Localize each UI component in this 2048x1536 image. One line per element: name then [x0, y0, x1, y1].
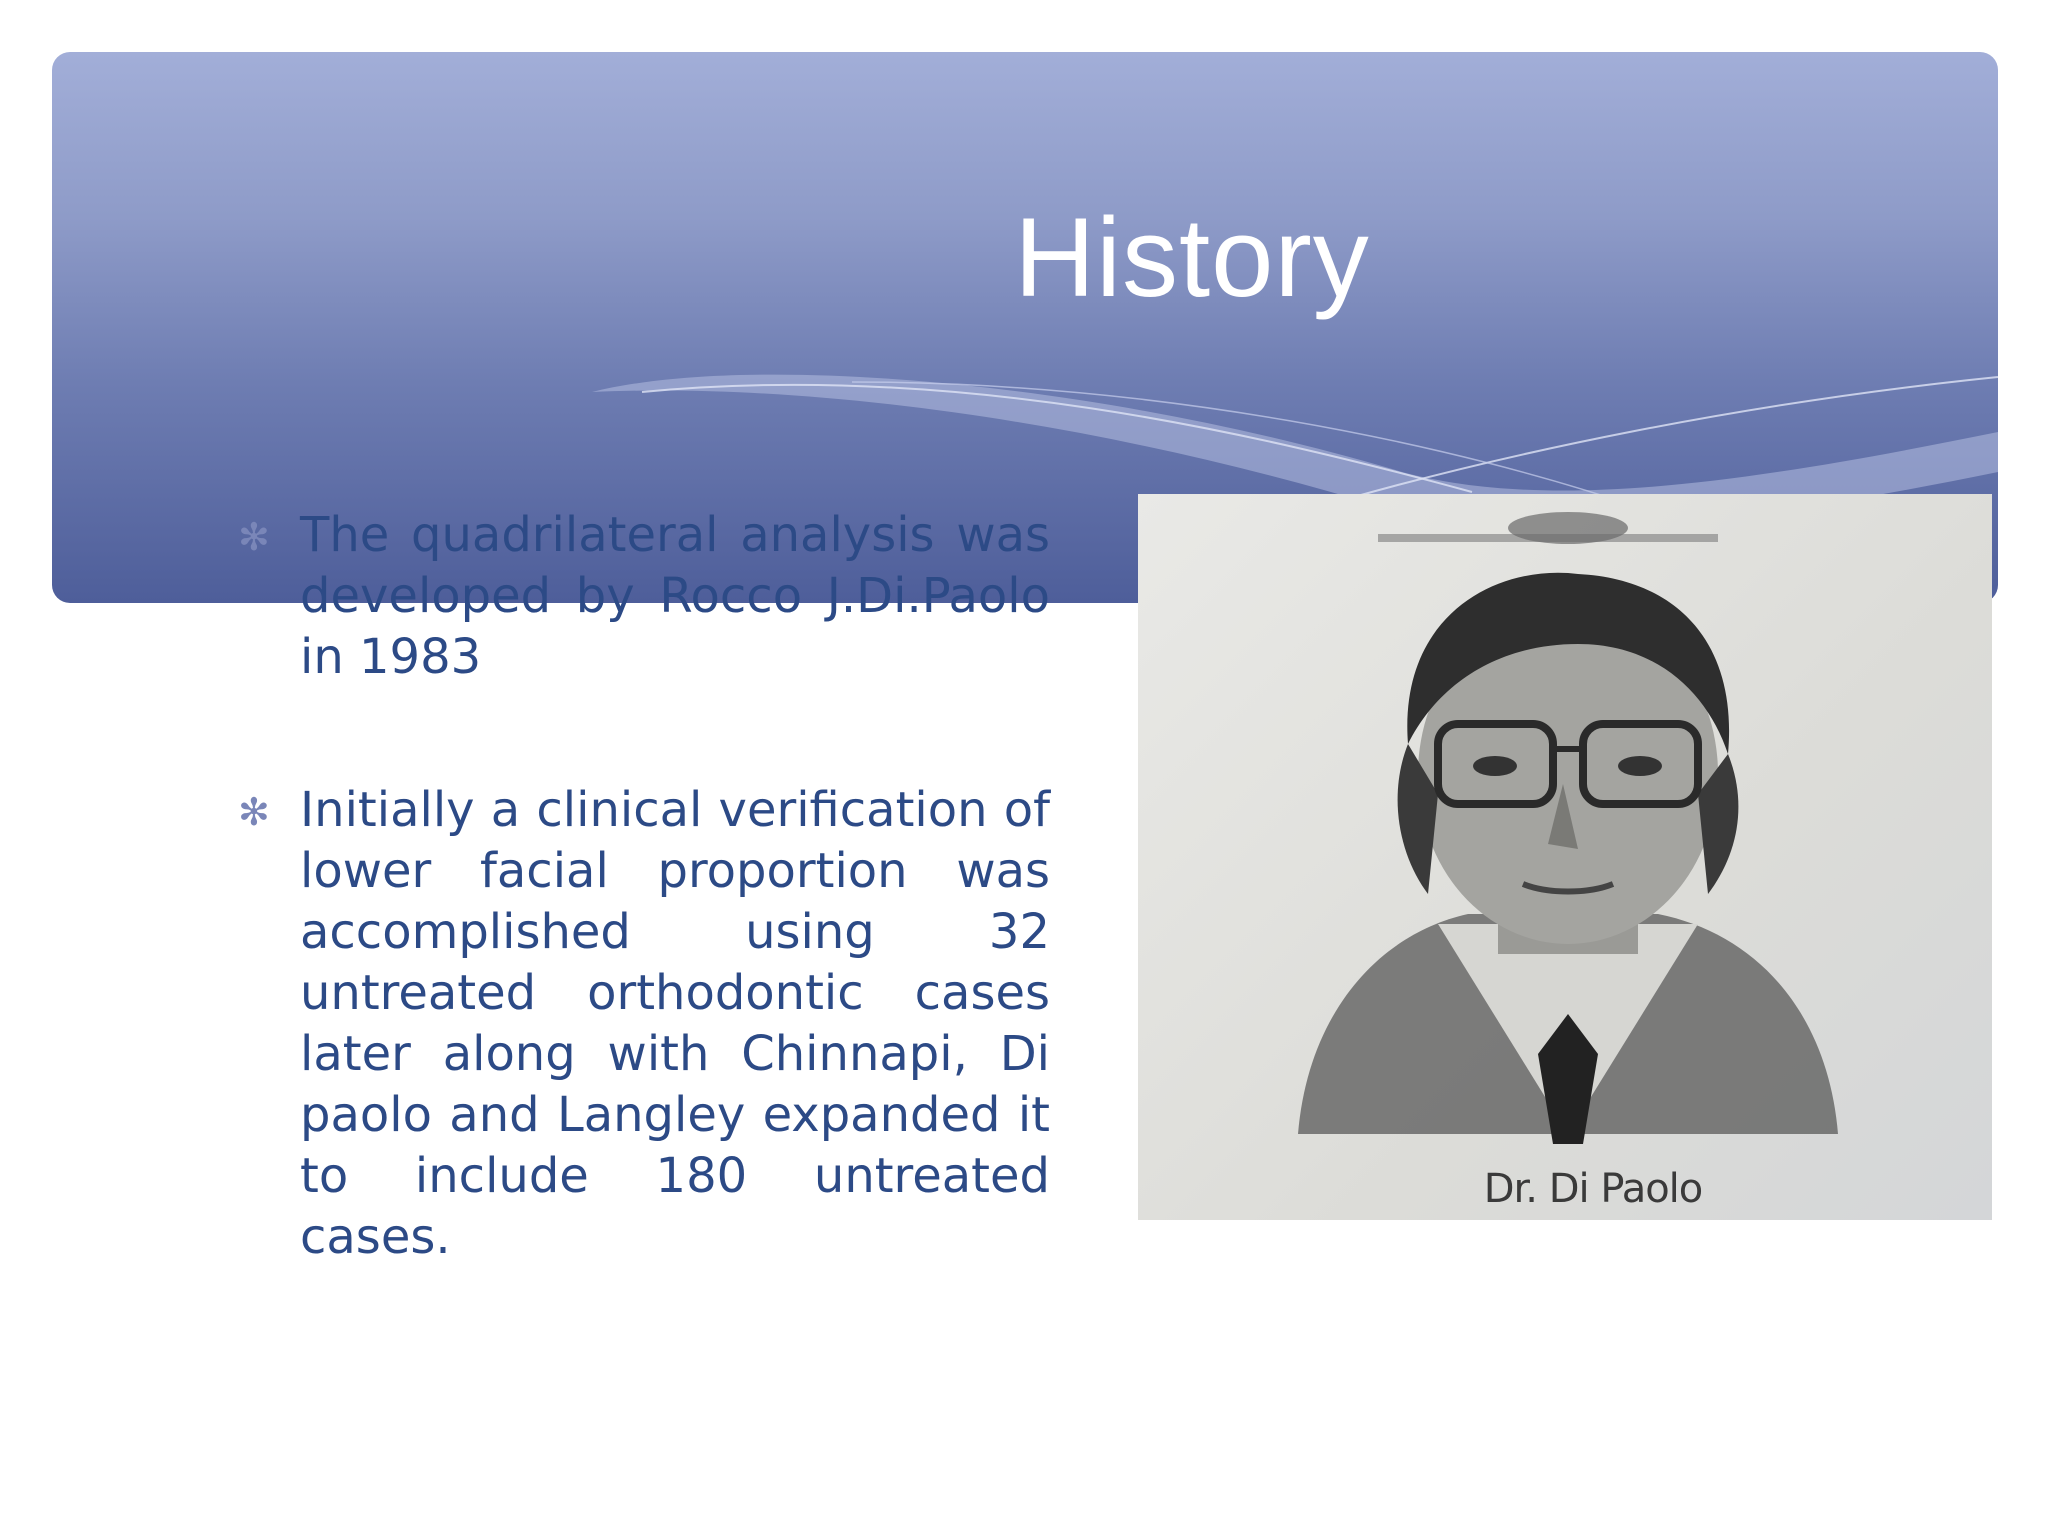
bullet-item	[230, 780, 1050, 1268]
photo-caption: Dr. Di Paolo	[1483, 1166, 1703, 1212]
bullet-text: Initially a clinical verification of lower facial proportion was accomplished using 32 untreated orthodontic cases later along with Chinnapi, Di paolo and Langley expanded it to include 180 untreated cases.	[300, 782, 1050, 1265]
bullet-list	[230, 505, 1050, 1360]
asterisk-bullet-icon: ✻	[238, 515, 270, 559]
portrait-photo	[1138, 494, 1992, 1220]
asterisk-bullet-icon: ✻	[238, 790, 270, 834]
bullet-text: The quadrilateral analysis was developed by Rocco J.Di.Paolo in 1983	[300, 507, 1050, 685]
portrait-illustration	[1138, 494, 1992, 1220]
bullet-item	[230, 505, 1050, 688]
slide-title: History	[1014, 195, 1370, 320]
